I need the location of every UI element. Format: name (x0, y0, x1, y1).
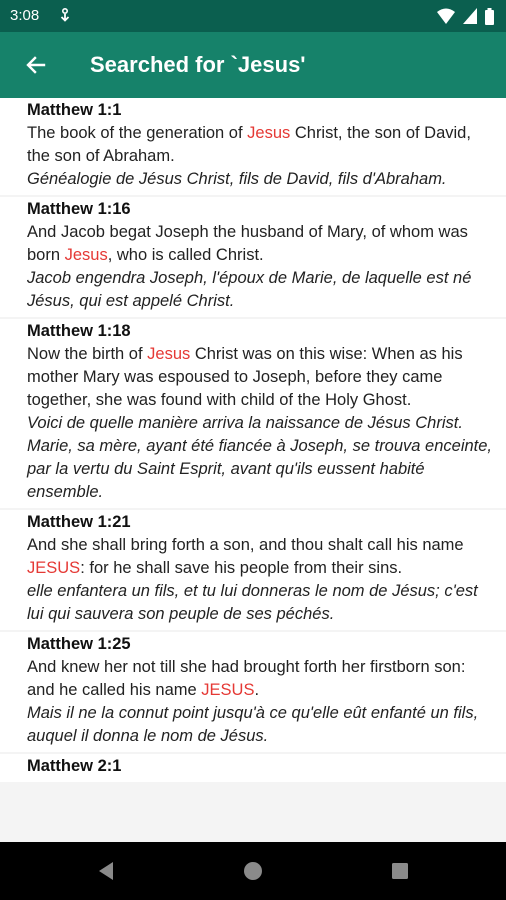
list-item[interactable] (0, 510, 506, 630)
list-item[interactable] (0, 197, 506, 317)
verse-text-french: elle enfantera un fils, et tu lui donneras le nom de Jésus; c'est lui qui sauvera son peuple de ses péchés. (27, 582, 478, 623)
search-match: JESUS (201, 681, 255, 699)
wifi-icon (437, 8, 455, 24)
list-item[interactable] (0, 632, 506, 752)
back-button[interactable] (16, 45, 56, 85)
square-recents-icon (391, 862, 409, 880)
status-time: 3:08 (10, 7, 40, 24)
verse-text-french: Voici de quelle manière arriva la naissance de Jésus Christ. Marie, sa mère, ayant été fiancée à Joseph, se trouva enceinte, par la vertu du Saint Esprit, avant qu'ils eussent habité ensemble. (27, 414, 493, 501)
search-results-list[interactable] (0, 98, 506, 842)
verse-reference: Matthew 1:21 (27, 513, 131, 531)
status-bar (0, 0, 506, 32)
verse-text-french: Généalogie de Jésus Christ, fils de David, fils d'Abraham. (27, 170, 447, 188)
list-item[interactable] (0, 98, 506, 195)
nav-home-button[interactable] (238, 856, 268, 886)
verse-reference: Matthew 1:16 (27, 200, 131, 218)
verse-reference: Matthew 1:1 (27, 101, 122, 119)
search-match: JESUS (27, 559, 81, 577)
nav-back-button[interactable] (91, 856, 121, 886)
app-bar (0, 32, 506, 98)
navigation-bar (0, 842, 506, 900)
verse-reference: Matthew 1:18 (27, 322, 131, 340)
list-item[interactable] (0, 319, 506, 508)
verse-reference: Matthew 1:25 (27, 635, 131, 653)
triangle-back-icon (97, 861, 115, 881)
download-notification-icon (58, 8, 72, 24)
circle-home-icon (243, 861, 263, 881)
signal-icon (463, 8, 477, 24)
verse-text-french: Jacob engendra Joseph, l'époux de Marie, de laquelle est né Jésus, qui est appelé Christ. (27, 269, 472, 310)
search-match: Jesus (247, 124, 291, 142)
list-item[interactable] (0, 754, 506, 782)
search-match: Jesus (147, 345, 191, 363)
verse-text-english: Now the birth of Jesus Christ was on this wise: When as his mother Mary was espoused to Joseph, before they came together, she was found with child of the Holy Ghost. (27, 345, 463, 409)
verse-text-french: Mais il ne la connut point jusqu'à ce qu'elle eût enfanté un fils, auquel il donna le nom de Jésus. (27, 704, 479, 745)
search-match: Jesus (64, 246, 108, 264)
status-icons (437, 7, 494, 25)
verse-reference: Matthew 2:1 (27, 757, 122, 775)
battery-icon (485, 8, 494, 25)
nav-recents-button[interactable] (385, 856, 415, 886)
arrow-left-icon (24, 53, 48, 77)
verse-text-english: And Jacob begat Joseph the husband of Mary, of whom was born Jesus, who is called Christ. (27, 223, 468, 264)
verse-text-english: And she shall bring forth a son, and thou shalt call his name JESUS: for he shall save his people from their sins. (27, 536, 464, 577)
page-title: Searched for `Jesus' (90, 52, 306, 77)
verse-text-english: And knew her not till she had brought forth her firstborn son: and he called his name JESUS. (27, 658, 466, 699)
verse-text-english: The book of the generation of Jesus Christ, the son of David, the son of Abraham. (27, 124, 471, 165)
